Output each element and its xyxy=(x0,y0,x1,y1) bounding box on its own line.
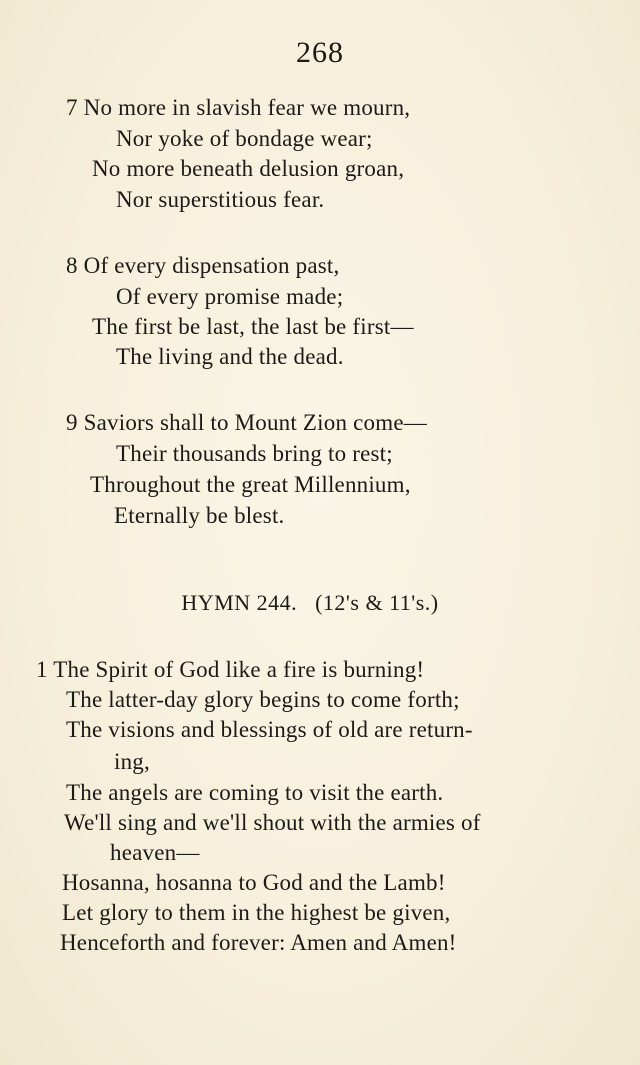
verse-9-line-1: 9 Saviors shall to Mount Zion come— xyxy=(66,408,427,438)
verse-9-line-3: Throughout the great Millennium, xyxy=(90,472,411,497)
verse-number: 1 xyxy=(36,657,48,682)
verse-number: 7 xyxy=(66,95,78,120)
verse-8-line-1: 8 Of every dispensation past, xyxy=(66,251,339,281)
verse-number: 9 xyxy=(66,410,78,435)
verse-7-line-2: Nor yoke of bondage wear; xyxy=(116,126,373,151)
verse-9-line-2: Their thousands bring to rest; xyxy=(116,441,393,466)
verse-7-line-3: No more beneath delusion groan, xyxy=(92,156,405,181)
verse-number: 8 xyxy=(66,253,78,278)
verse-9-line-4: Eternally be blest. xyxy=(114,503,285,528)
page-number: 268 xyxy=(296,36,344,69)
verse-7-line-4: Nor superstitious fear. xyxy=(116,187,325,212)
hymn-verse-1-line-5: The angels are coming to visit the earth. xyxy=(66,780,444,805)
hymn-title: HYMN 244. xyxy=(181,590,298,615)
hymn-verse-1-line-3: The visions and blessings of old are return- xyxy=(66,717,473,742)
verse-8-line-3: The first be last, the last be first— xyxy=(92,314,414,339)
hymn-verse-1-line-4: ing, xyxy=(114,749,150,774)
verse-7-line-1: 7 No more in slavish fear we mourn, xyxy=(66,93,410,123)
hymn-verse-1-line-9: Let glory to them in the highest be given, xyxy=(62,900,451,925)
hymn-heading xyxy=(0,590,620,616)
hymn-verse-1-line-6: We'll sing and we'll shout with the armies of xyxy=(64,810,481,835)
hymn-meter: (12's & 11's.) xyxy=(315,590,439,615)
hymn-verse-1-line-2: The latter-day glory begins to come forth; xyxy=(66,687,460,712)
hymn-verse-1-line-1: 1 The Spirit of God like a fire is burning! xyxy=(36,655,424,685)
verse-8-line-4: The living and the dead. xyxy=(116,344,344,369)
verse-8-line-2: Of every promise made; xyxy=(116,284,344,309)
hymn-verse-1-line-8: Hosanna, hosanna to God and the Lamb! xyxy=(62,870,446,895)
hymn-verse-1-line-10: Henceforth and forever: Amen and Amen! xyxy=(60,930,457,955)
hymn-verse-1-line-7: heaven— xyxy=(110,840,200,865)
